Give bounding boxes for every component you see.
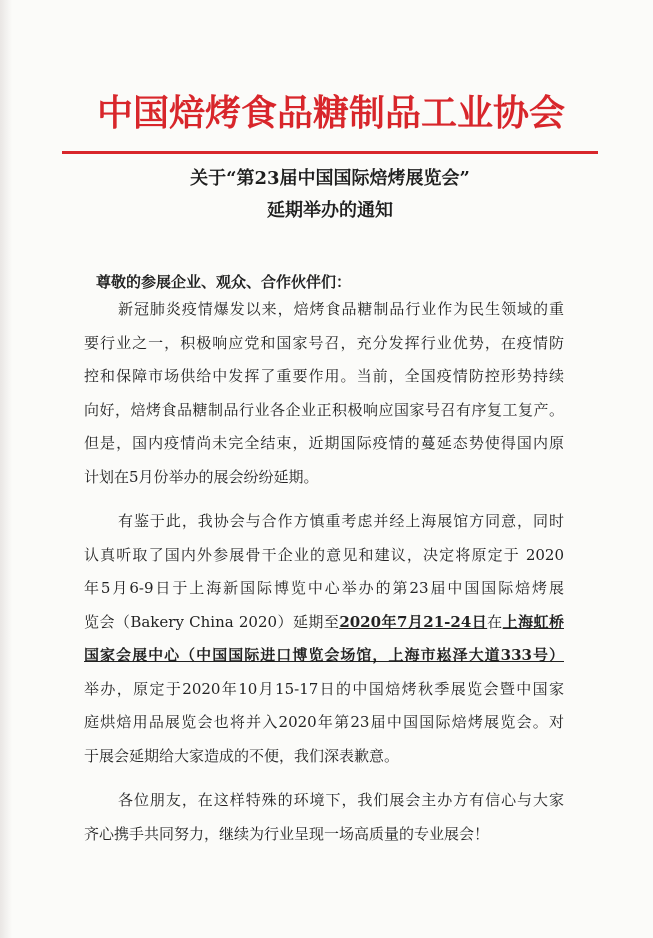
paragraph-3 xyxy=(84,784,564,851)
paragraph-line: 控和保障市场供给中发挥了重要作用。当前，全国疫情防控形势持续 xyxy=(84,367,564,385)
paragraph-line: 齐心携手共同努力，继续为行业呈现一场高质量的专业展会！ xyxy=(84,824,490,843)
paragraph-line: 有鉴于此，我协会与合作方慎重考虑并经上海展馆方同意，同时 xyxy=(118,512,564,530)
paragraph-line: 新冠肺炎疫情爆发以来，焙烤食品糖制品行业作为民生领域的重 xyxy=(118,300,564,318)
new-venue-part1: 上海虹桥 xyxy=(502,612,564,631)
paragraph-line xyxy=(84,606,564,640)
paragraph-line: 但是，国内疫情尚未完全结束，近期国际疫情的蔓延态势使得国内原 xyxy=(84,434,564,452)
paragraph-line: 于展会延期给大家造成的不便，我们深表歉意。 xyxy=(84,746,400,765)
paragraph-line: 计划在5月份举办的展会纷纷延期。 xyxy=(84,467,319,486)
paragraph-line: 向好，焙烤食品糖制品行业各企业正积极响应国家号召有序复工复产。 xyxy=(84,400,564,419)
salutation: 尊敬的参展企业、观众、合作伙伴们： xyxy=(96,273,352,291)
new-venue-part2: 国家会展中心（中国国际进口博览会场馆，上海市崧泽大道333号） xyxy=(84,646,564,664)
letterhead-title: 中国焙烤食品糖制品工业协会 xyxy=(96,92,565,134)
paragraph-line: 年5月6-9日于上海新国际博览中心举办的第23届中国国际焙烤展 xyxy=(84,579,564,597)
paragraph-line: 要行业之一，积极响应党和国家号召，充分发挥行业优势，在疫情防 xyxy=(84,333,564,352)
paragraph-line: 各位朋友，在这样特殊的环境下，我们展会主办方有信心与大家 xyxy=(118,791,564,809)
paragraph-2 xyxy=(84,505,564,773)
line-text: 览会（Bakery China 2020）延期至 xyxy=(84,612,340,631)
paragraph-1 xyxy=(84,293,564,494)
line-text: 在 xyxy=(487,612,503,631)
notice-title-line2: 延期举办的通知 xyxy=(267,200,393,221)
letterhead-rule xyxy=(62,151,598,154)
paragraph-line: 举办，原定于2020年10月15-17日的中国焙烤秋季展览会暨中国家 xyxy=(84,679,564,698)
paragraph-line: 认真听取了国内外参展骨干企业的意见和建议，决定将原定于 2020 xyxy=(84,545,564,564)
paragraph-line xyxy=(84,639,564,673)
paragraph-line: 庭烘焙用品展览会也将并入2020年第23届中国国际焙烤展览会。对 xyxy=(84,713,564,731)
new-date: 2020年7月21-24日 xyxy=(339,612,488,631)
notice-title-line1: 关于“第23届中国国际焙烤展览会” xyxy=(190,168,470,189)
